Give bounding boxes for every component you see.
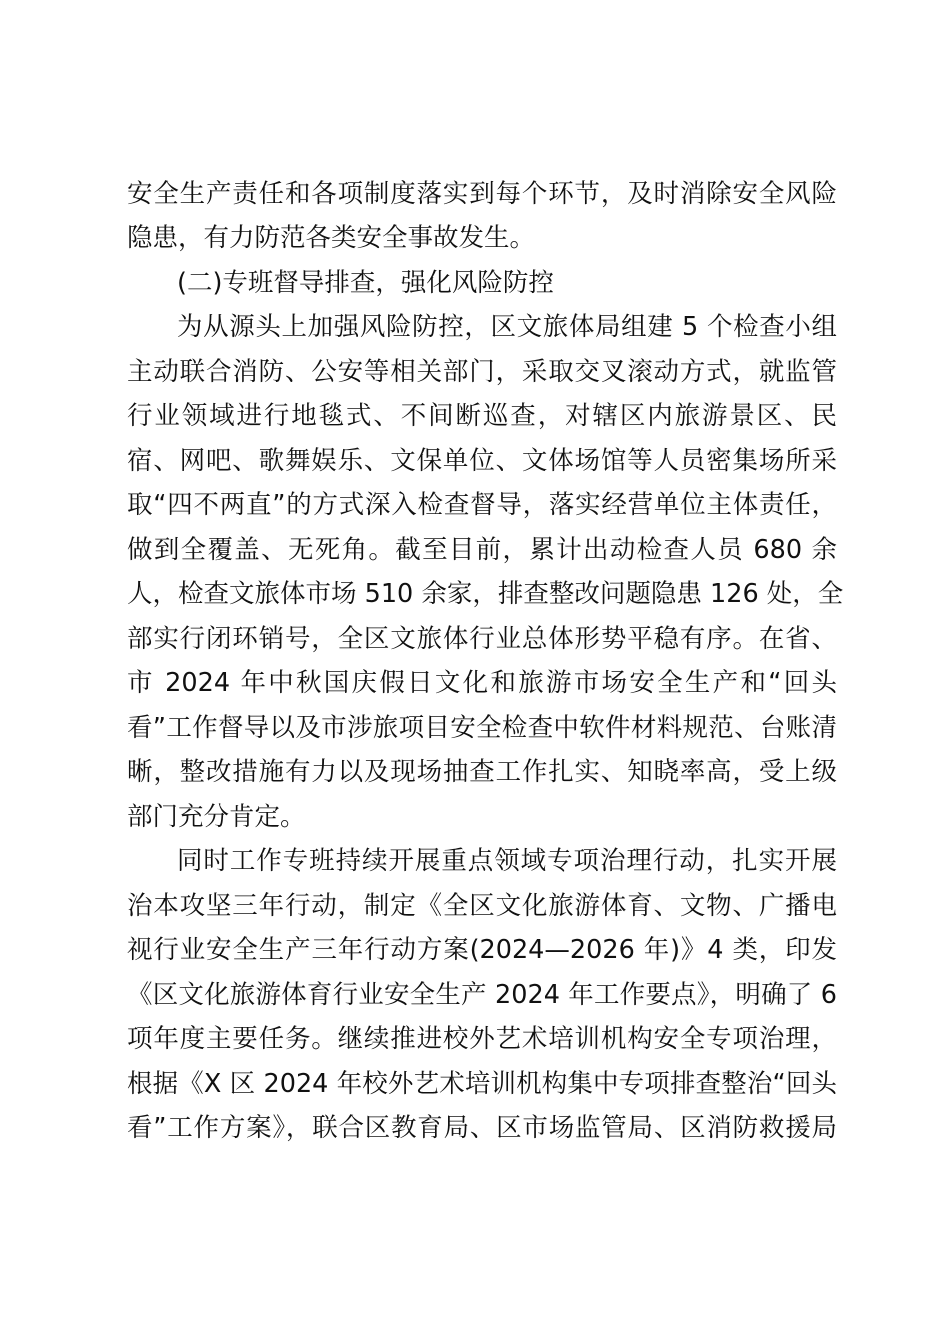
paragraph-line: 《区文化旅游体育行业安全生产 2024 年工作要点》，明确了 6 xyxy=(127,980,837,1010)
paragraph-line: 同时工作专班持续开展重点领域专项治理行动，扎实开展 xyxy=(177,846,837,876)
paragraph-line: 做到全覆盖、无死角。截至目前，累计出动检查人员 680 余 xyxy=(127,535,837,565)
paragraph-line: 隐患，有力防范各类安全事故发生。 xyxy=(127,223,536,253)
section-heading: (二)专班督导排查，强化风险防控 xyxy=(177,268,554,298)
paragraph-line: 治本攻坚三年行动，制定《全区文化旅游体育、文物、广播电 xyxy=(127,891,837,921)
paragraph-line: 为从源头上加强风险防控，区文旅体局组建 5 个检查小组 xyxy=(177,312,837,342)
paragraph-line: 晰，整改措施有力以及现场抽查工作扎实、知晓率高，受上级 xyxy=(127,757,837,787)
paragraph-line: 行业领域进行地毯式、不间断巡查，对辖区内旅游景区、民 xyxy=(127,401,837,431)
paragraph-line: 安全生产责任和各项制度落实到每个环节，及时消除安全风险 xyxy=(127,179,837,209)
paragraph-line: 根据《X 区 2024 年校外艺术培训机构集中专项排查整治“回头 xyxy=(127,1069,837,1099)
paragraph-line: 部门充分肯定。 xyxy=(127,802,306,832)
paragraph-line: 取“四不两直”的方式深入检查督导，落实经营单位主体责任， xyxy=(127,490,837,520)
paragraph-line: 主动联合消防、公安等相关部门，采取交叉滚动方式，就监管 xyxy=(127,357,837,387)
paragraph-line: 市 2024 年中秋国庆假日文化和旅游市场安全生产和“回头 xyxy=(127,668,837,698)
paragraph-line: 看”工作方案》，联合区教育局、区市场监管局、区消防救援局 xyxy=(127,1113,837,1143)
paragraph-line: 部实行闭环销号，全区文旅体行业总体形势平稳有序。在省、 xyxy=(127,624,837,654)
paragraph-line: 宿、网吧、歌舞娱乐、文保单位、文体场馆等人员密集场所采 xyxy=(127,446,837,476)
paragraph-line: 视行业安全生产三年行动方案(2024—2026 年)》4 类，印发 xyxy=(127,935,837,965)
paragraph-line: 人，检查文旅体市场 510 余家，排查整改问题隐患 126 处，全 xyxy=(127,579,844,609)
paragraph-line: 项年度主要任务。继续推进校外艺术培训机构安全专项治理， xyxy=(127,1024,837,1054)
paragraph-line: 看”工作督导以及市涉旅项目安全检查中软件材料规范、台账清 xyxy=(127,713,837,743)
